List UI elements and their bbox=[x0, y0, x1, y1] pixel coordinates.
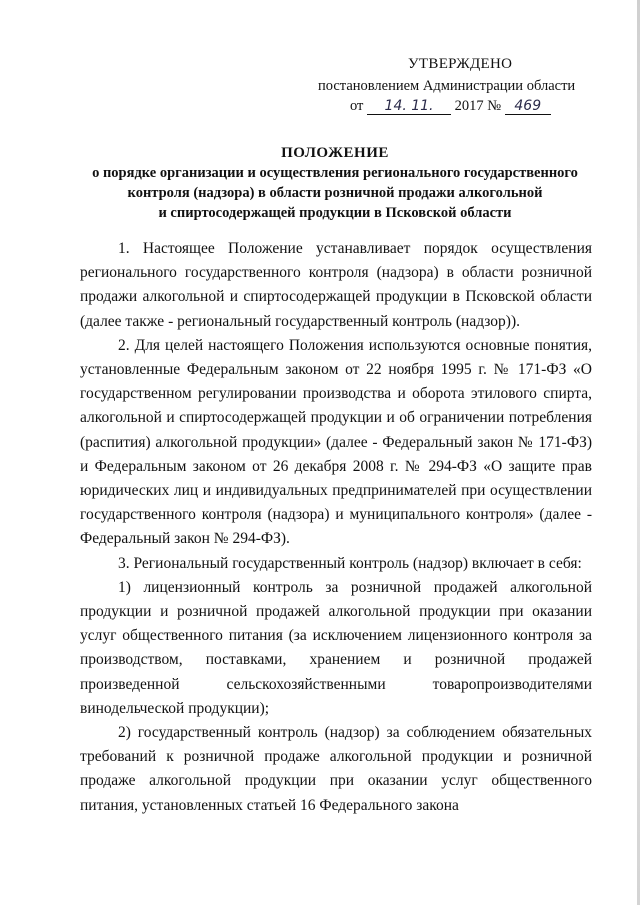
approval-heading: УТВЕРЖДЕНО bbox=[408, 56, 513, 72]
title-line-3: и спиртосодержащей продукции в Псковской области bbox=[158, 205, 512, 221]
paragraph-2: 2. Для целей настоящего Положения используются основные понятия, установленные Федеральным законом от 22 ноября 1995 г. № 171-ФЗ «О государственном регулировании производства и оборота этилового спирта, алкогольной и спиртосодержащей продукции и об ограничении потребления (распития) алкогольной продукции» (далее - Федеральный закон № 171-ФЗ) и Федеральным законом от 26 декабря 2008 г. № 294-ФЗ «О защите прав юридических лиц и индивидуальных предпринимателей при осуществлении государственного контроля (надзора) и муниципального контроля» (далее - Федеральный закон № 294-ФЗ). bbox=[80, 336, 592, 548]
paragraph-1: 1. Настоящее Положение устанавливает порядок осуществления регионального государственного контроля (надзора) в области розничной продажи алкогольной и спиртосодержащей продукции в Псковской области (далее также - региональный государственный контроль (надзор)). bbox=[80, 240, 592, 330]
title-line-2: контроля (надзора) в области розничной продажи алкогольной bbox=[127, 185, 543, 201]
year-label: 2017 № bbox=[454, 98, 502, 114]
handwritten-date: 14. 11. bbox=[367, 98, 451, 115]
document-title bbox=[60, 143, 610, 223]
date-prefix: от bbox=[350, 98, 364, 114]
title-line-1: о порядке организации и осуществления регионального государственного bbox=[92, 165, 578, 181]
paragraph-3-item-2: 2) государственный контроль (надзор) за соблюдением обязательных требований к розничной продаже алкогольной продукции и розничной продаже алкогольной продукции при оказании услуг общественного питания, установленных статьей 16 Федерального закона bbox=[80, 724, 592, 814]
paragraph-3-item-1: 1) лицензионный контроль за розничной продажей алкогольной продукции и розничной продажей алкогольной продукции при оказании услуг общественного питания (за исключением лицензионного контроля за производством, поставками, хранением и розничной продажей произведенной сельскохозяйственными товаропроизводителями винодельческой продукции); bbox=[80, 578, 592, 717]
paragraph-3: 3. Региональный государственный контроль (надзор) включает в себя: bbox=[118, 554, 582, 572]
approval-stamp-block bbox=[300, 56, 610, 115]
approval-authority: постановлением Администрации области bbox=[318, 78, 576, 94]
title-heading: ПОЛОЖЕНИЕ bbox=[281, 145, 389, 161]
document-body bbox=[80, 237, 592, 818]
handwritten-number: 469 bbox=[505, 98, 551, 115]
approval-date-line bbox=[300, 98, 610, 115]
